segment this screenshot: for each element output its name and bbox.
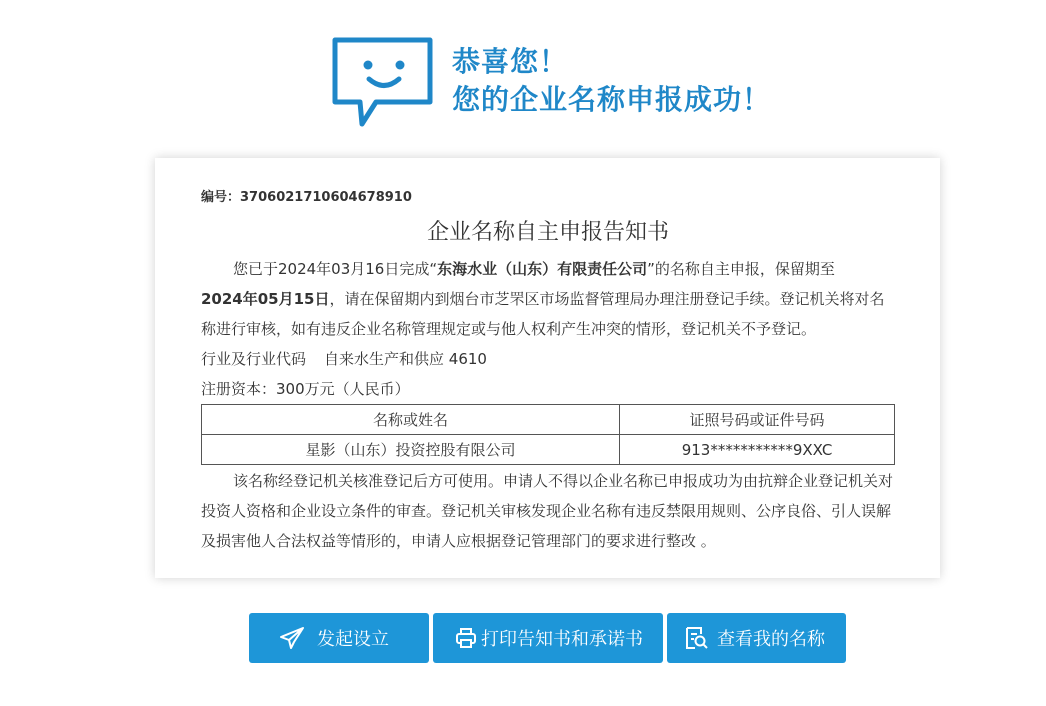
smile-chat-bubble-icon <box>332 36 436 130</box>
table-row <box>202 435 895 465</box>
print-notice-label: 打印告知书和承诺书 <box>481 629 643 650</box>
view-my-names-button[interactable] <box>667 613 846 663</box>
notice-paragraph-1: 您已于2024年03月16日完成“东海水业（山东）有限责任公司”的名称自主申报，保留期至 2024年05月15日，请在保留期内到烟台市芝罘区市场监督管理局办理注册登记手续。登记机关将对名称进行审核，如有违反企业名称管理规定或与他人权利产生冲突的情形，登记机关不予登记。 <box>201 260 885 338</box>
paper-plane-icon <box>279 626 305 650</box>
table-header-row <box>202 405 895 435</box>
company-name: 东海水业（山东）有限责任公司 <box>437 260 648 278</box>
notice-paragraph-2: 该名称经登记机关核准登记后方可使用。申请人不得以企业名称已申报成功为由抗辩企业登记机关对投资人资格和企业设立条件的审查。登记机关审核发现企业名称有违反禁限用规则、公序良俗、引人误解及损害他人合法权益等情形的，申请人应根据登记管理部门的要求进行整改 。 <box>201 472 894 550</box>
print-notice-button[interactable] <box>433 613 663 663</box>
congrats-heading: 恭喜您！ <box>452 45 569 78</box>
start-setup-button[interactable] <box>249 613 429 663</box>
success-message: 您的企业名称申报成功！ <box>452 83 772 116</box>
start-setup-label: 发起设立 <box>317 629 389 650</box>
view-my-names-label: 查看我的名称 <box>717 629 825 650</box>
document-search-icon <box>683 625 709 651</box>
notice-card <box>155 158 940 578</box>
success-header <box>332 36 792 132</box>
investor-table <box>201 404 895 465</box>
investor-id: 913***********9XXC <box>620 435 895 465</box>
printer-icon <box>455 627 477 649</box>
expire-date: 2024年05月15日 <box>201 290 330 308</box>
notice-title: 企业名称自主申报告知书 <box>426 220 669 245</box>
registered-capital: 注册资本：300万元（人民币） <box>201 380 410 398</box>
industry-label: 行业及行业代码 <box>201 350 307 368</box>
investor-name: 星影（山东）投资控股有限公司 <box>202 435 620 465</box>
serial-number: 编号：3706021710604678910 <box>201 190 412 205</box>
column-header-name: 名称或姓名 <box>202 405 620 435</box>
industry-row <box>201 344 487 374</box>
industry-value: 自来水生产和供应 4610 <box>324 350 487 368</box>
column-header-id: 证照号码或证件号码 <box>620 405 895 435</box>
